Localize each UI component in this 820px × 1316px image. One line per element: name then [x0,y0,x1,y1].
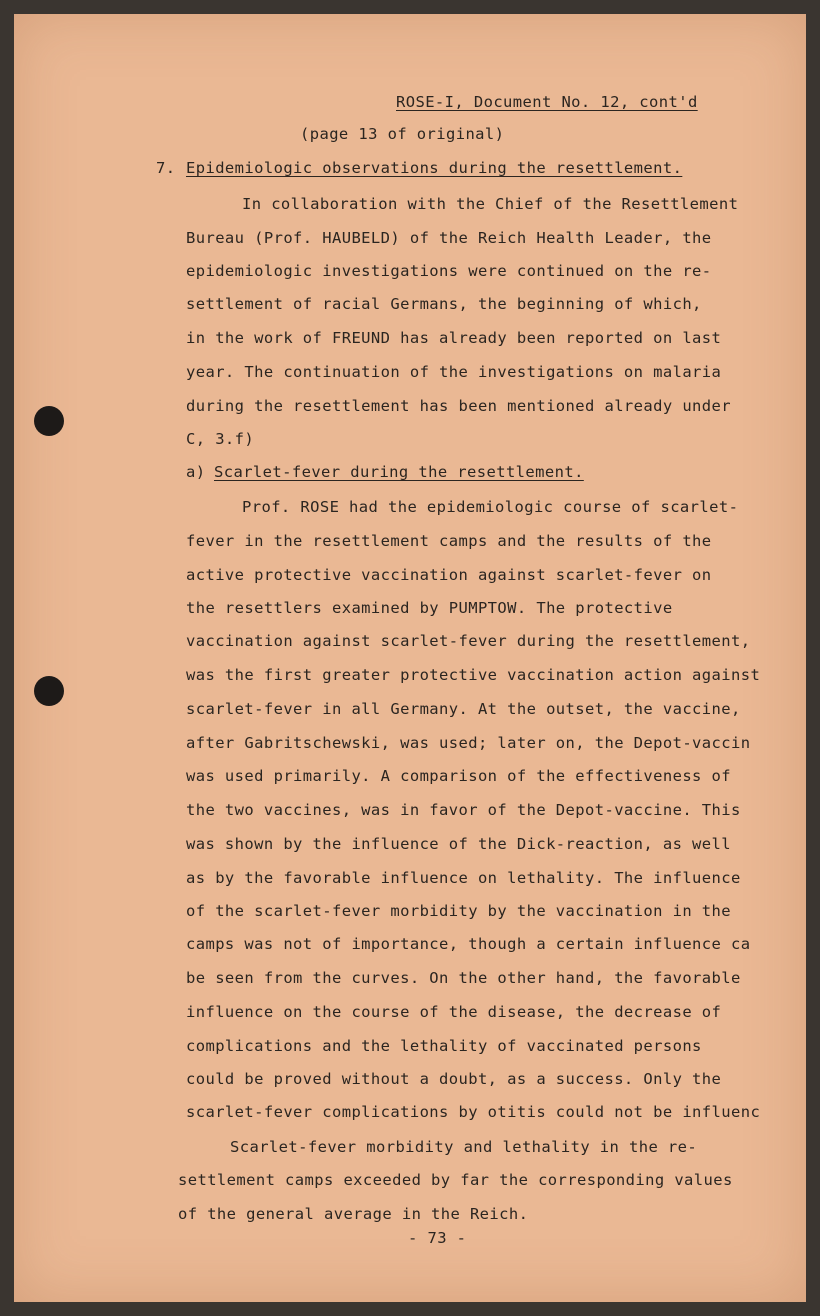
page-number: - 73 - [408,1229,467,1247]
subsection-label: a) [186,463,206,481]
text-line: settlement camps exceeded by far the corresponding values [178,1171,733,1189]
section-heading: Epidemiologic observations during the resettlement. [186,159,683,177]
text-line: in the work of FREUND has already been reported on last [186,329,722,347]
original-page-reference: (page 13 of original) [300,125,505,143]
text-line: be seen from the curves. On the other hand, the favorable [186,969,741,987]
text-line: the resettlers examined by PUMPTOW. The protective [186,599,673,617]
text-line: influence on the course of the disease, the decrease of [186,1003,722,1021]
text-line: of the scarlet-fever morbidity by the vaccination in the [186,902,731,920]
text-line: In collaboration with the Chief of the Resettlement [242,195,739,213]
text-line: Scarlet-fever morbidity and lethality in the re- [230,1138,698,1156]
document-reference: ROSE-I, Document No. 12, cont'd [396,93,698,111]
punch-hole-bottom [34,676,64,706]
text-line: scarlet-fever in all Germany. At the outset, the vaccine, [186,700,741,718]
text-line: C, 3.f) [186,430,255,448]
text-line: fever in the resettlement camps and the results of the [186,532,712,550]
text-line: camps was not of importance, though a certain influence ca [186,935,751,953]
text-line: of the general average in the Reich. [178,1205,529,1223]
text-line: settlement of racial Germans, the beginning of which, [186,295,702,313]
text-line: as by the favorable influence on lethality. The influence [186,869,741,887]
text-line: complications and the lethality of vaccinated persons [186,1037,702,1055]
text-line: after Gabritschewski, was used; later on, the Depot-vaccin [186,734,751,752]
subsection-heading: Scarlet-fever during the resettlement. [214,463,584,481]
text-line: Bureau (Prof. HAUBELD) of the Reich Health Leader, the [186,229,712,247]
text-line: scarlet-fever complications by otitis could not be influenc [186,1103,761,1121]
text-line: epidemiologic investigations were continued on the re- [186,262,712,280]
text-line: vaccination against scarlet-fever during the resettlement, [186,632,751,650]
text-line: during the resettlement has been mentioned already under [186,397,731,415]
text-line: could be proved without a doubt, as a success. Only the [186,1070,722,1088]
text-line: year. The continuation of the investigations on malaria [186,363,722,381]
text-line: was the first greater protective vaccination action against [186,666,761,684]
section-number: 7. [156,159,176,177]
document-page [14,14,806,1302]
text-line: Prof. ROSE had the epidemiologic course of scarlet- [242,498,739,516]
punch-hole-top [34,406,64,436]
text-line: was used primarily. A comparison of the effectiveness of [186,767,731,785]
text-line: the two vaccines, was in favor of the Depot-vaccine. This [186,801,741,819]
text-line: was shown by the influence of the Dick-reaction, as well [186,835,731,853]
text-line: active protective vaccination against scarlet-fever on [186,566,712,584]
